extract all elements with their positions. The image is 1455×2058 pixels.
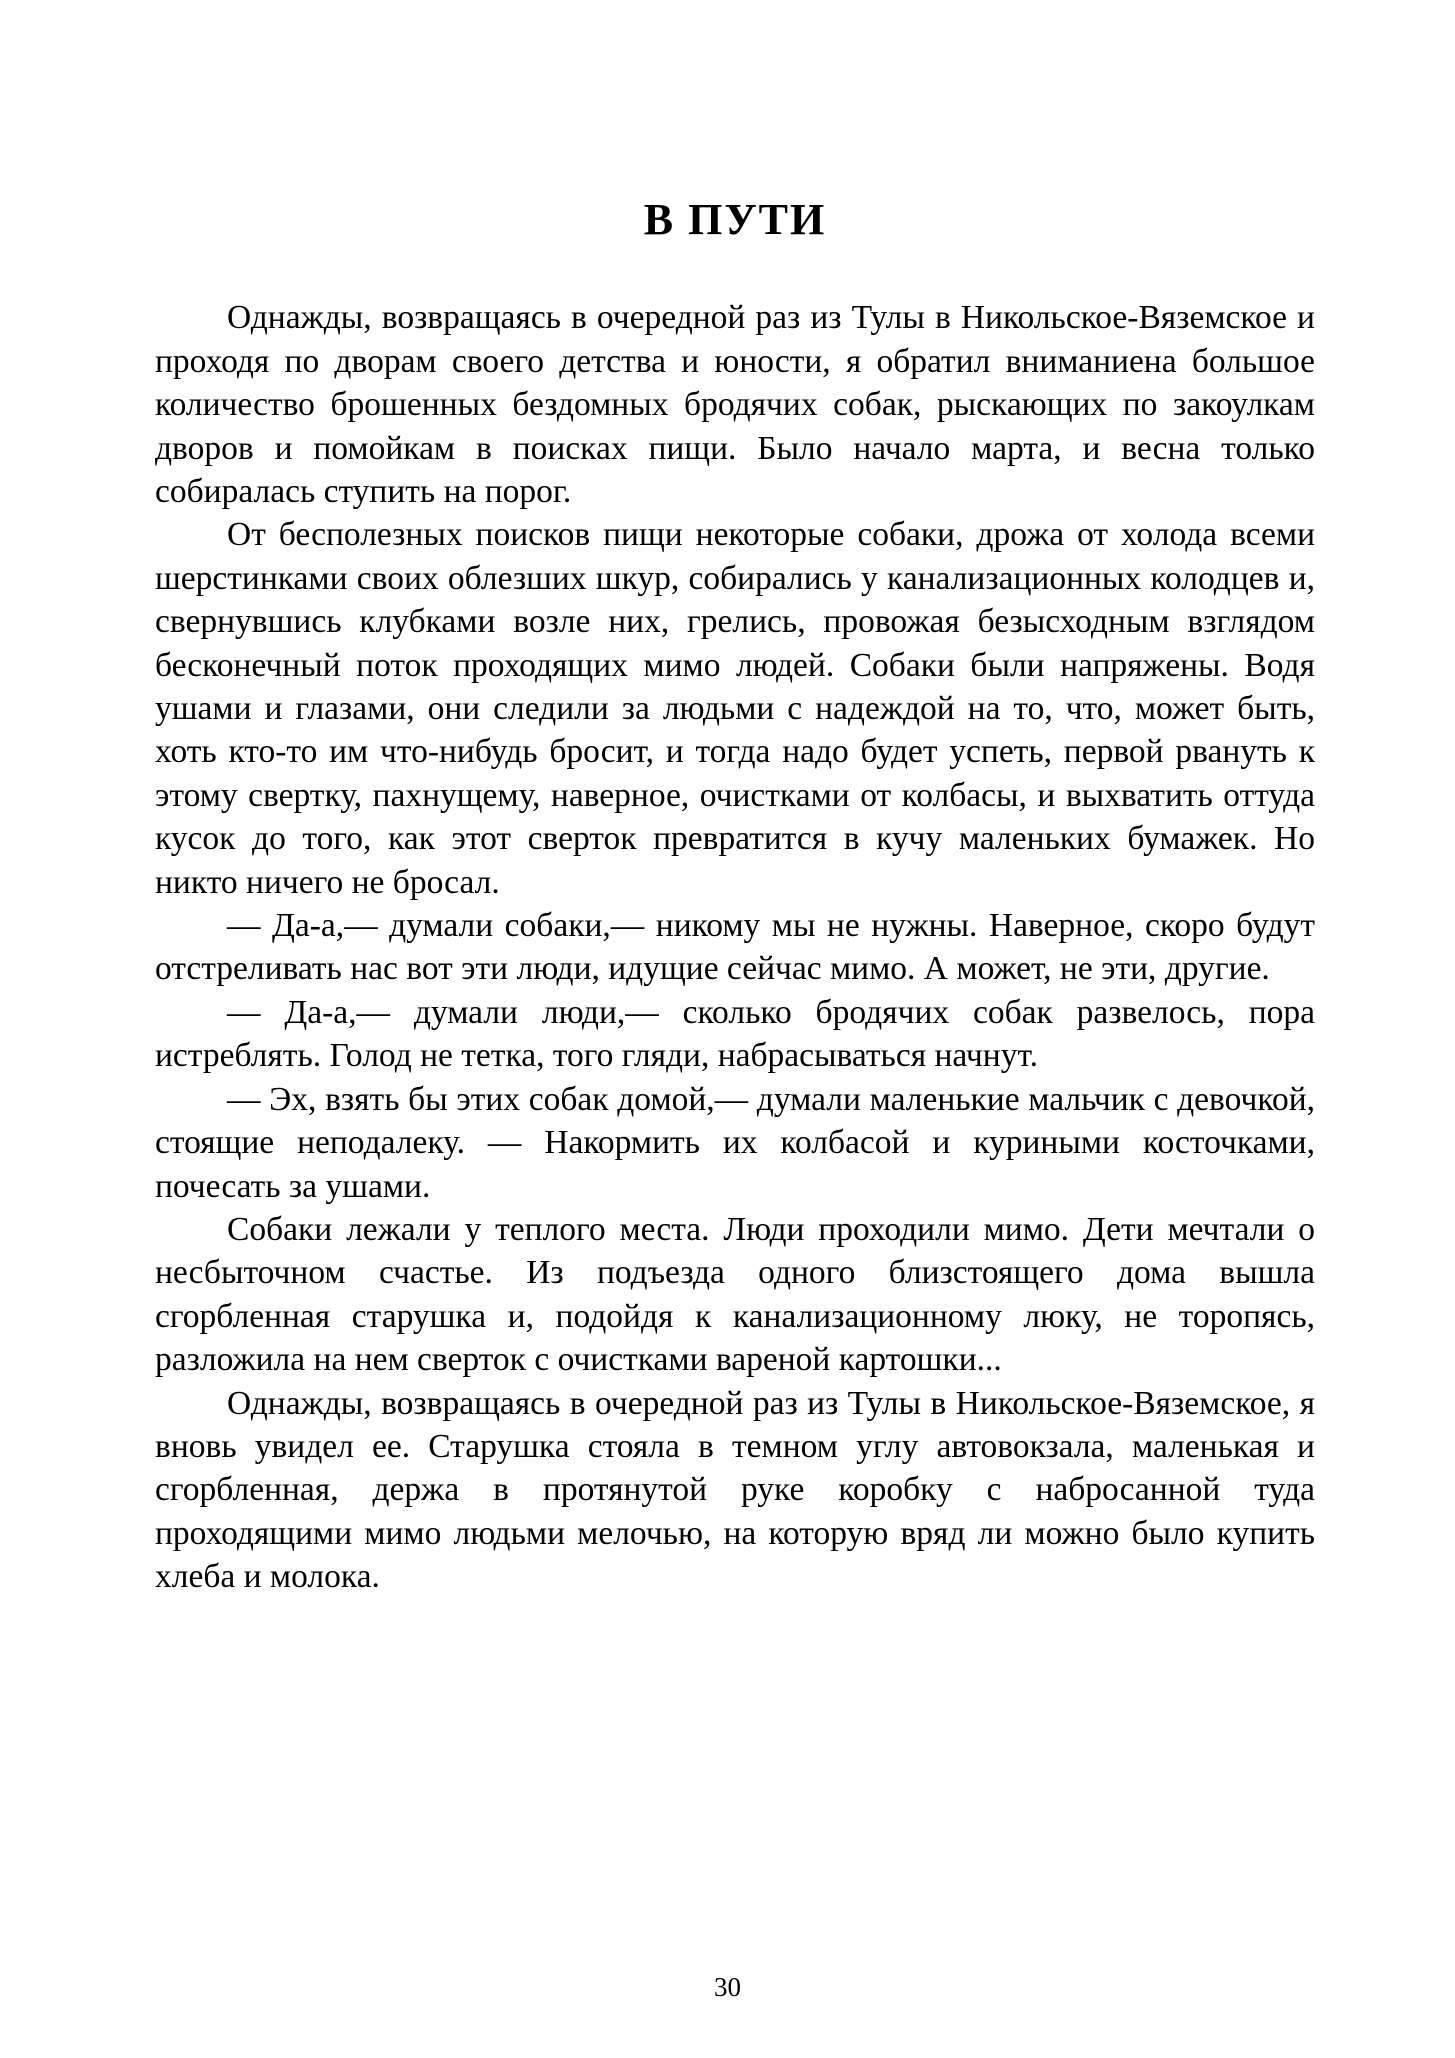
paragraph: — Да-а,— думали собаки,— никому мы не нужны. Наверное, скоро будут отстреливать нас вот эти люди, идущие сейчас мимо. А может, не эти, другие. [155,907,1315,988]
paragraph: — Да-а,— думали люди,— сколько бродячих собак развелось, пора истреблять. Голод не тетка, того гляди, набрасываться начнут. [155,993,1315,1075]
page-title: В ПУТИ [643,195,827,244]
paragraph: Собаки лежали у теплого места. Люди проходили мимо. Дети мечтали о несбыточном счастье. Из подъезда одного близстоящего дома вышла сгорбленная старушка и, подойдя к канализационному люку, не торопясь, разложила на нем сверток с очистками вареной картошки... [155,1210,1315,1379]
paragraph: Однажды, возвращаясь в очередной раз из Тулы в Никольское-Вяземское и проходя по дворам своего детства и юности, я обратил вниманиена большое количество брошенных бездомных бродячих собак, рыскающих по закоулкам дворов и помойкам в поисках пищи. Было начало марта, и весна только собиралась ступить на порог. [155,299,1315,511]
paragraph: Однажды, возвращаясь в очередной раз из Тулы в Никольское-Вяземское, я вновь увидел ее. Старушка стояла в темном углу автовокзала, маленькая и сгорбленная, держа в протянутой руке коробку с набросанной туда проходящими мимо людьми мелочью, на которую вряд ли можно было купить хлеба и молока. [155,1384,1315,1596]
page-content [155,196,1315,1599]
paragraph: — Эх, взять бы этих собак домой,— думали маленькие мальчик с девочкой, стоящие неподалеку. — Накормить их колбасой и куриными косточками, почесать за ушами. [155,1080,1315,1205]
paragraph: От бесполезных поисков пищи некоторые собаки, дрожа от холода всеми шерстинками своих облезших шкур, собирались у канализационных колодцев и, свернувшись клубками возле них, грелись, провожая безысходным взглядом бесконечный поток проходящих мимо людей. Собаки были напряжены. Водя ушами и глазами, они следили за людьми с надеждой на то, что, может быть, хоть кто-то им что-нибудь бросит, и тогда надо будет успеть, первой рвануть к этому свертку, пахнущему, наверное, очистками от колбасы, и выхватить оттуда кусок до того, как этот сверток превратится в кучу маленьких бумажек. Но никто ничего не бросал. [155,516,1315,901]
page-number: 30 [714,1972,741,2002]
body-text [155,296,1315,1598]
